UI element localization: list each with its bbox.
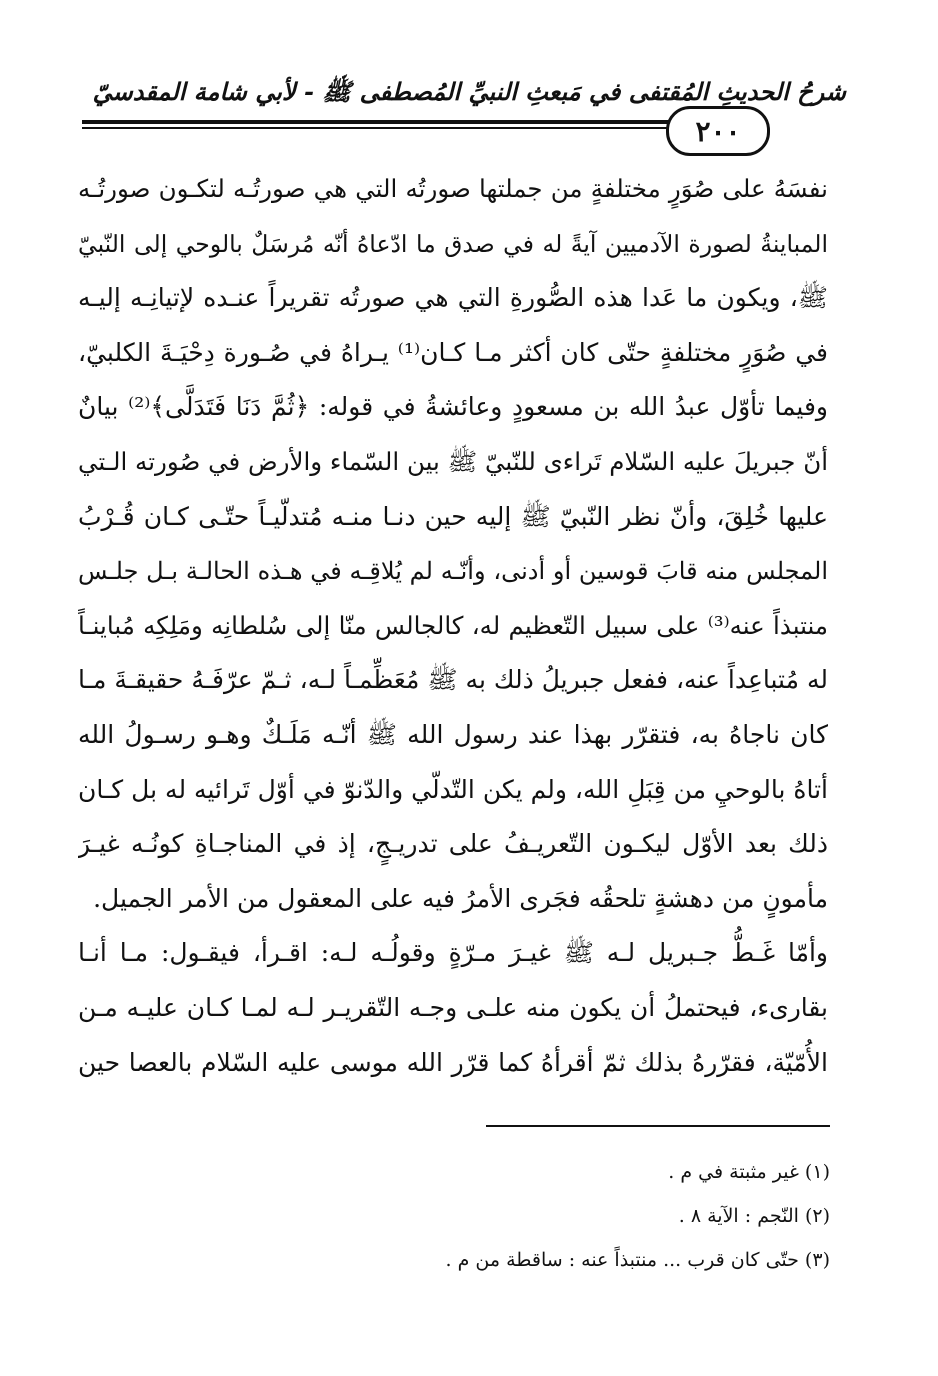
text-line: نفسَهُ على صُوَرٍ مختلفةٍ من جملتها صورتُه التي هي صورتُـه لتكـون صورتُـه: [78, 174, 828, 203]
text-line: المباينةُ لصورة الآدميين آيةً له في صدق ما ادّعاهُ أنّه مُرسَلٌ بالوحي إلى النّبيّ: [78, 229, 828, 258]
footnote: (٢) النّجم : الآية ٨ .: [678, 1205, 830, 1227]
footnote: (٣) حتّى كان قرب ... منتبذاً عنه : ساقطة من م .: [445, 1249, 830, 1271]
text-line: كان ناجاهُ به، فتقرّر بهذا عند رسول الله ﷺ أنّـه مَلَـكٌ وهـو رسـولُ الله: [78, 719, 828, 749]
text-line: ذلك بعد الأوّل ليكـون التّعريـفُ على تدريـجٍ، إذ في المناجـاةِ كونُـه غيـرَ: [78, 829, 828, 859]
text-line: الأُمّيّة، فقرّرهُ بذلك ثمّ أقرأهُ كما قرّر الله موسى عليه السّلام بالعصا حين: [78, 1047, 828, 1077]
running-header-title: شرحُ الحديثِ المُقتفى في مَبعثِ النبيِّ المُصطفى ﷺ - لأبي شامة المقدسيّ: [92, 77, 846, 106]
text-line: ﷺ، ويكون ما عَدا هذه الصُّورةِ التي هي صورتُه تقريراً عنـده لإتيانِـه إليـه: [78, 283, 828, 313]
text-line: عليها خُلِقَ، وأنّ نظر النّبيّ ﷺ إليه حين دنـا منـه مُتدلّيـاً حتّـى كـان قُـرْبُ: [78, 501, 828, 531]
text-line: أتاهُ بالوحيِ من قِبَلِ الله، ولم يكن التّدلّي والدّنوّ في أوّل تَرائيه له بل كـان: [78, 774, 828, 804]
footnotes: [130, 1150, 830, 1282]
main-text: [78, 162, 828, 1090]
text-line: المجلس منه قابَ قوسين أو أدنى، وأنّـه لم يُلاقِـه في هـذه الحالـة بـل جلـس: [78, 557, 828, 586]
text-line: أنّ جبريلَ عليه السّلام تَراءى للنّبيّ ﷺ بين السّماء والأرض في صُورته الـتي: [78, 446, 828, 476]
footnote-separator: [486, 1125, 830, 1127]
header-rule-thick: [82, 120, 672, 124]
text-line: مأمونٍ من دهشةٍ تلحقُه فجَرى الأمرُ فيه على المعقول من الأمر الجميل.: [93, 883, 828, 913]
text-line: وأمّا غَـطُّ جـبريل لـه ﷺ غيـرَ مـرّةٍ وقولُـه لـه: اقـرأ، فيقـول: مـا أنـا: [78, 938, 828, 968]
page-number: ٢٠٠: [666, 106, 770, 156]
text-line: منتبذاً عنه⁽³⁾ على سبيل التّعظيم له، كالجالس منّا إلى سُلطانِه ومَلِكِه مُباينـاً: [78, 610, 828, 640]
text-line: في صُوَرٍ مختلفةٍ حتّى كان أكثر مـا كـان⁽¹⁾ يـراهُ في صُـورة دِحْيَـةَ الكلبيّ،: [78, 337, 828, 367]
header-rule-thin: [82, 127, 672, 129]
footnote: (١) غير مثبتة في م .: [668, 1161, 830, 1183]
text-line: له مُتباعِداً عنه، ففعل جبريلُ ذلك به ﷺ مُعَظِّمـاً لـه، ثـمّ عرّفَـهُ حقيقـةَ مـا: [78, 665, 828, 695]
text-line: بقارىء، فيحتملُ أن يكون منه علـى وجـه التّقريـر لـه لمـا كـان عليـه مـن: [78, 992, 828, 1022]
text-line: وفيما تأوّل عبدُ الله بن مسعودٍ وعائشةُ في قوله: ﴿ثُمَّ دَنَا فَتَدَلَّى﴾⁽²⁾ بيانٌ: [78, 392, 828, 422]
